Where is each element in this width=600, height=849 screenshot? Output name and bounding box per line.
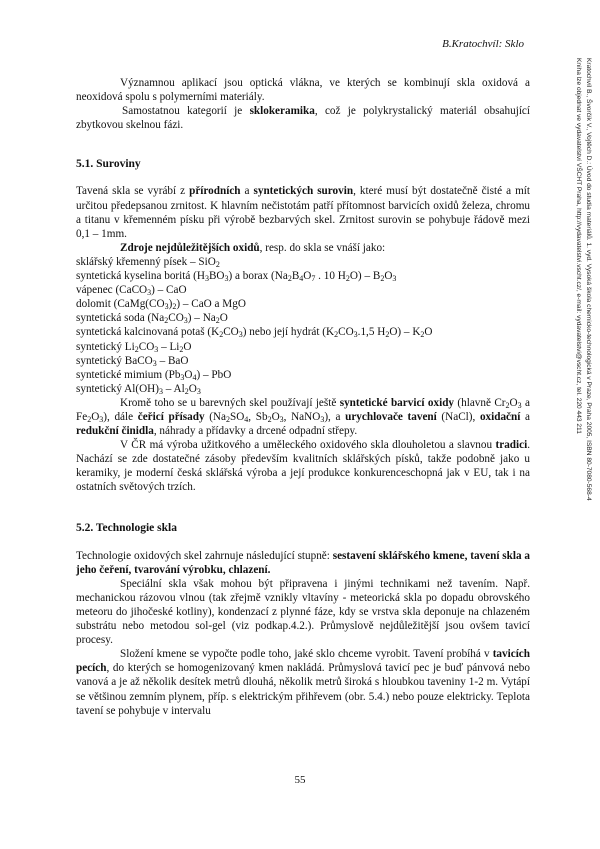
bold-term: sklokeramika	[249, 105, 315, 118]
paragraph	[76, 184, 530, 240]
running-header: B.Kratochvíl: Sklo	[442, 38, 524, 50]
paragraph: Složení kmene se vypočte podle toho, jaké sklo chceme vyrobit. Tavení probíhá v tavicích pecích, do kterých se homogenizovaný kmen nakládá. Průmyslová tavicí pec je buď pánvová nebo vanová a je až několik desítek metrů dlouhá, několik metrů široká s hloubkou taveniny 1-2 m. Vytápí se většinou zemním plynem, příp. s elektrickým přihřevem (obr. 5.4.) nebo pouze elektricky. Teplota tavení se pohybuje v intervalu	[76, 648, 530, 717]
section-heading: 5.1. Suroviny	[76, 158, 141, 171]
paragraph: Speciální skla však mohou být připravena i jinými technikami než tavením. Např. mechanickou rázovou vlnou (tak zřejmě vznikly vltavíny - meteorická skla po dopadu obrovského meteoru do jihočeské kotliny), kondenzací z plynné fáze, kdy se vrstva skla deponuje na chlazeném substrátu nebo metodou sol-gel (viz podkap.4.2.). Průmyslově nejdůležitější jsou ovšem tavicí procesy.	[76, 577, 530, 647]
citation-line: Kratochvíl B., Švorčík V., Vojtěch D.: Úvod do studia materiálů. 1. vyd. Vysoká škola chemicko-technologická v Praze, Praha 2005, ISBN 80-7080-568-4	[585, 58, 592, 501]
bold-term: čeřicí přísady	[137, 410, 205, 423]
text-run: , které musí být dostatečně čisté a mít určitou předepsanou zrnitost. K hlavním nečistotám patří přítomnost barvicích oxidů železa, chromu a titanu v křemenném písku při výrobě bezbarvých skel. Zrnitost surovin se pohybuje řádově mezi 0,1 – 1mm.	[76, 185, 530, 240]
bold-term: syntetické barvicí oxidy	[339, 396, 455, 409]
bold-term: tradici	[495, 439, 528, 452]
list-item: syntetické mimium $(Pb_3O_4)$ – PbO	[76, 368, 232, 382]
order-info-line: Kniha lze objednat ve vydavatelství VŠCHT Praha, http://vydavatelstvi.vscht.cz/, e-mail: vydavatelstvi@vscht.cz, tel. 220 443 211	[575, 58, 582, 434]
paragraph: Technologie oxidových skel zahrnuje následující stupně: sestavení sklářského kmene, tavení skla a jeho čeření, tvarování výrobku, chlazení.	[76, 549, 530, 576]
list-item: vápenec (CaCO$_3$) – CaO	[76, 284, 187, 298]
bold-term: Zdroje nejdůležitějších oxidů	[120, 241, 260, 254]
bold-term: syntetických surovin	[253, 185, 354, 198]
list-item: syntetická kalcinovaná potaš $(K_2CO_3)$ nebo její hydrát ($K_2CO_3.1,5$ $H_2O) - K_2O$	[76, 326, 433, 340]
text-run: Tavená skla se vyrábí z	[76, 185, 190, 198]
side-citation	[567, 58, 597, 618]
list-item: syntetický BaCO$_3$ – BaO	[76, 354, 189, 368]
bold-term: přírodních	[189, 185, 241, 198]
bold-term: sestavení sklářského kmene, tavení skla a jeho čeření, tvarování výrobku, chlazení.	[76, 549, 530, 576]
intro-paragraph: Významnou aplikací jsou optická vlákna, ve kterých se kombinují skla oxidová a neoxidová spolu s polymerními materiály.	[76, 77, 530, 104]
list-item: dolomit $(CaMg(CO_3)_2)$ – CaO a MgO	[76, 298, 246, 312]
intro-paragraph	[76, 104, 530, 132]
paragraph: V ČR má výroba užitkového a uměleckého oxidového skla dlouholetou a slavnou tradici. Nachází se zde dostatečné zásoby především kvalitních sklářských písků, takže podobně jako u keramiky, je moderní česká sklářská výroba a její produkce konkurenceschopná jak v EU, tak i na ostatních světových trzích.	[76, 439, 530, 494]
page-body	[76, 76, 530, 718]
list-item: syntetický $Li_2CO_3 - Li_2O$	[76, 340, 192, 354]
text-run: , což je polykrystalický materiál obsahující zbytkovou skelnou fázi.	[76, 105, 530, 132]
list-item: syntetická soda $(Na_2CO_3) - Na_2O$	[76, 312, 228, 326]
raw-materials-list	[76, 255, 530, 396]
list-item: syntetický $Al(OH)_3 - Al_2O_3$	[76, 382, 201, 396]
bold-term: tavicích pecích	[76, 648, 530, 675]
text-run: Samostatnou kategorií je	[122, 105, 250, 118]
page-number: 55	[294, 774, 306, 786]
bold-term: urychlovače tavení	[345, 410, 437, 423]
paragraph: Kromě toho se u barevných skel používají ještě syntetické barvicí oxidy (hlavně $Cr_2O_3$ a $Fe_2O_3$), dále čeřicí přísady ($Na_2SO_4$, $Sb_2O_3$, NaNO$_3$), a urychlovače tavení (NaCl), oxidační a redukční činidla, náhrady a přídavky a drcené odpadní střepy.	[76, 396, 530, 438]
section-heading: 5.2. Technologie skla	[76, 521, 177, 534]
bold-term: oxidační	[479, 410, 521, 423]
text-run: a	[240, 185, 254, 198]
bold-term: redukční činidla	[76, 425, 154, 438]
list-item: syntetická kyselina boritá $(H_3BO_3)$ a borax ($Na_2B_4O_7$ . 10 $H_2O) - B_2O_3$	[76, 270, 397, 284]
text-run: , resp. do skla se vnáší jako:	[259, 241, 386, 254]
paragraph	[76, 241, 530, 255]
list-item: sklářský křemenný písek – SiO$_2$	[76, 255, 220, 269]
